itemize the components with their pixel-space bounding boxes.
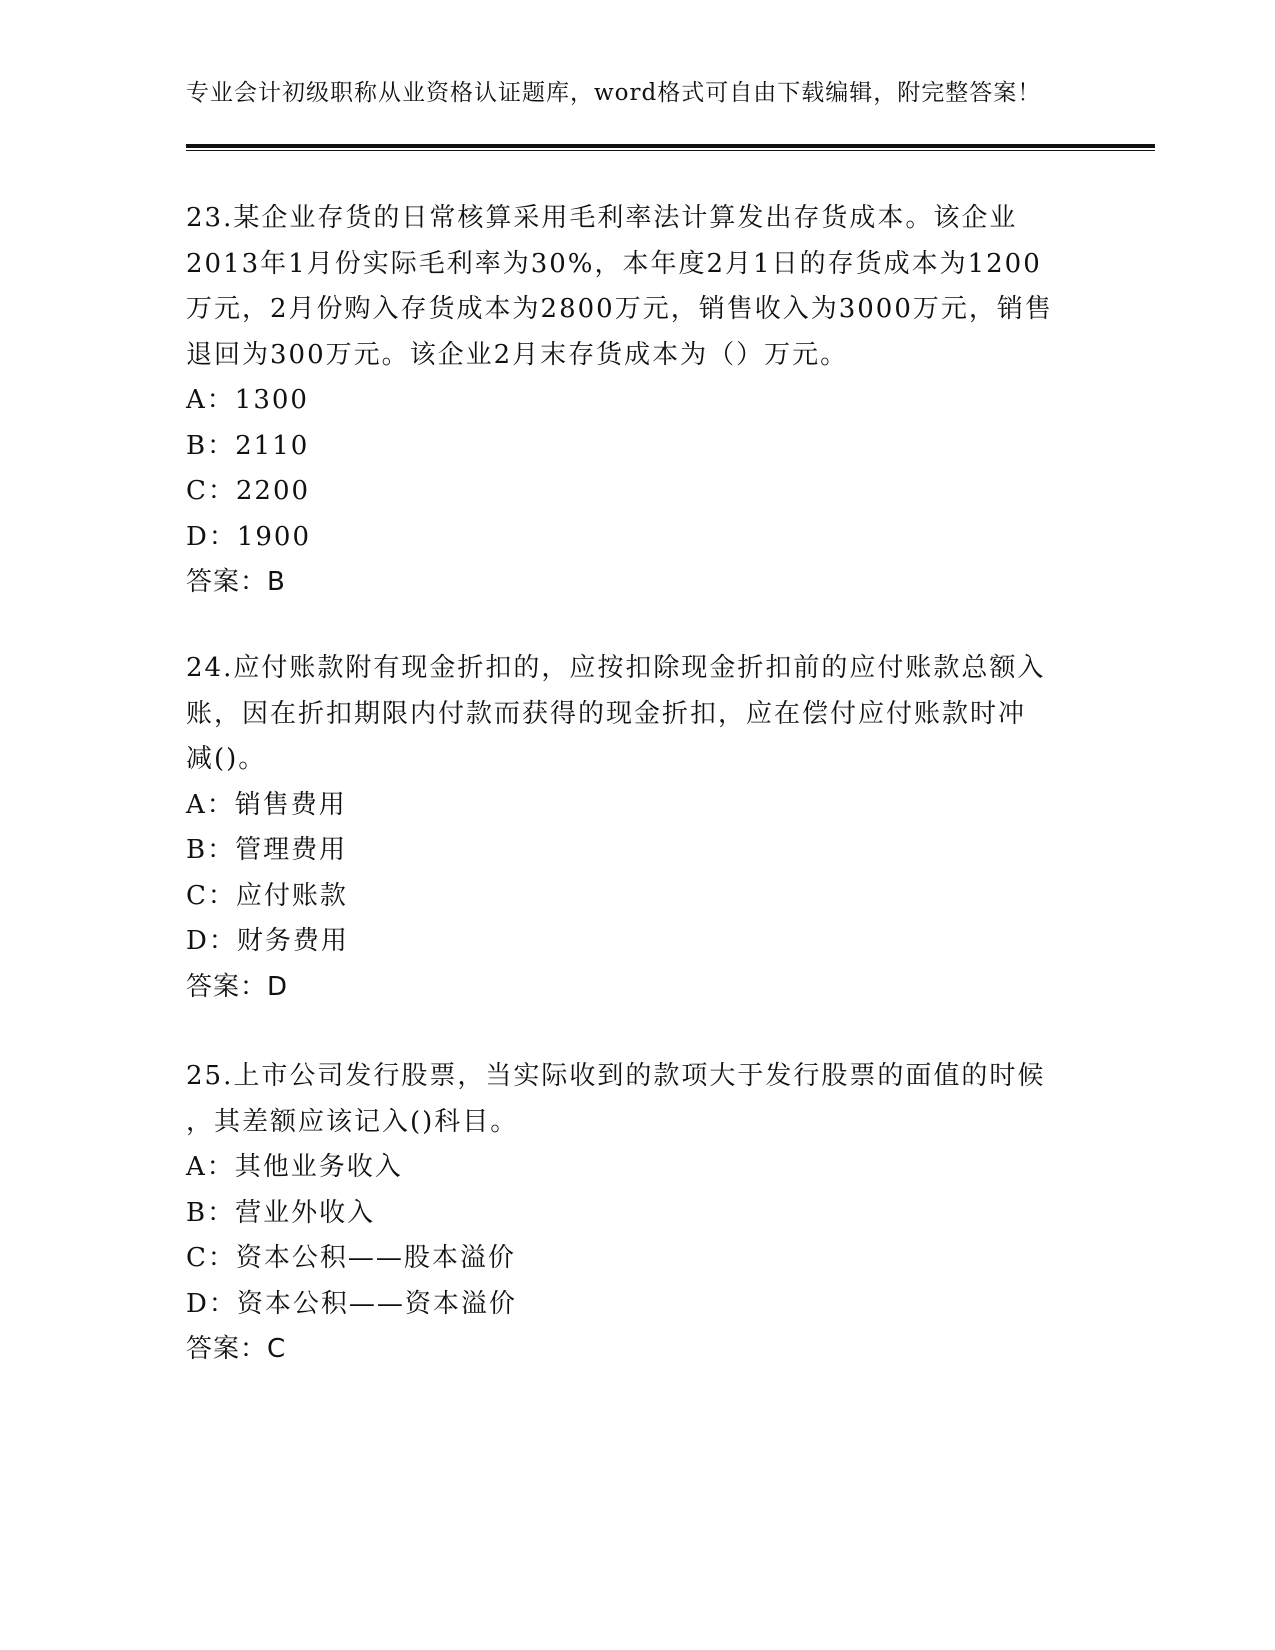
question-line: 万元，2月份购入存货成本为2800万元，销售收入为3000万元，销售 xyxy=(186,294,1053,324)
option-b: B：管理费用 xyxy=(186,835,348,865)
question-line: 2013年1月份实际毛利率为30%，本年度2月1日的存货成本为1200 xyxy=(186,248,1042,279)
option-c: C：资本公积——股本溢价 xyxy=(186,1243,516,1273)
question-24 xyxy=(186,646,1086,1010)
option-a: A：销售费用 xyxy=(186,789,347,820)
option-c: C：应付账款 xyxy=(186,880,348,911)
header-divider-thin xyxy=(186,150,1155,151)
question-text xyxy=(186,196,1086,378)
option-d: D：财务费用 xyxy=(186,926,349,956)
question-line: 23.某企业存货的日常核算采用毛利率法计算发出存货成本。该企业 xyxy=(186,203,1018,233)
question-line: ，其差额应该记入()科目。 xyxy=(186,1106,519,1137)
option-b: B：营业外收入 xyxy=(186,1197,376,1228)
question-text xyxy=(186,1054,1086,1145)
option-c: C：2200 xyxy=(186,476,311,506)
option-d: D：1900 xyxy=(186,521,312,552)
question-text xyxy=(186,646,1086,783)
option-d: D：资本公积——资本溢价 xyxy=(186,1288,517,1319)
option-a: A：其他业务收入 xyxy=(186,1152,403,1182)
question-line: 25.上市公司发行股票，当实际收到的款项大于发行股票的面值的时候 xyxy=(186,1061,1046,1091)
answer: 答案：B xyxy=(186,567,286,597)
option-a: A：1300 xyxy=(186,385,309,415)
question-line: 减()。 xyxy=(186,744,267,774)
question-25 xyxy=(186,1054,1086,1373)
page-header: 专业会计初级职称从业资格认证题库，word格式可自由下载编辑，附完整答案！ xyxy=(186,80,1042,106)
answer: 答案：D xyxy=(186,971,289,1002)
question-line: 24.应付账款附有现金折扣的，应按扣除现金折扣前的应付账款总额入 xyxy=(186,653,1046,683)
question-line: 账，因在折扣期限内付款而获得的现金折扣，应在偿付应付账款时冲 xyxy=(186,698,1027,729)
answer: 答案：C xyxy=(186,1334,287,1364)
question-23 xyxy=(186,196,1086,606)
option-b: B：2110 xyxy=(186,430,310,461)
question-line: 退回为300万元。该企业2月末存货成本为（）万元。 xyxy=(186,339,849,370)
header-divider-thick xyxy=(186,144,1155,148)
